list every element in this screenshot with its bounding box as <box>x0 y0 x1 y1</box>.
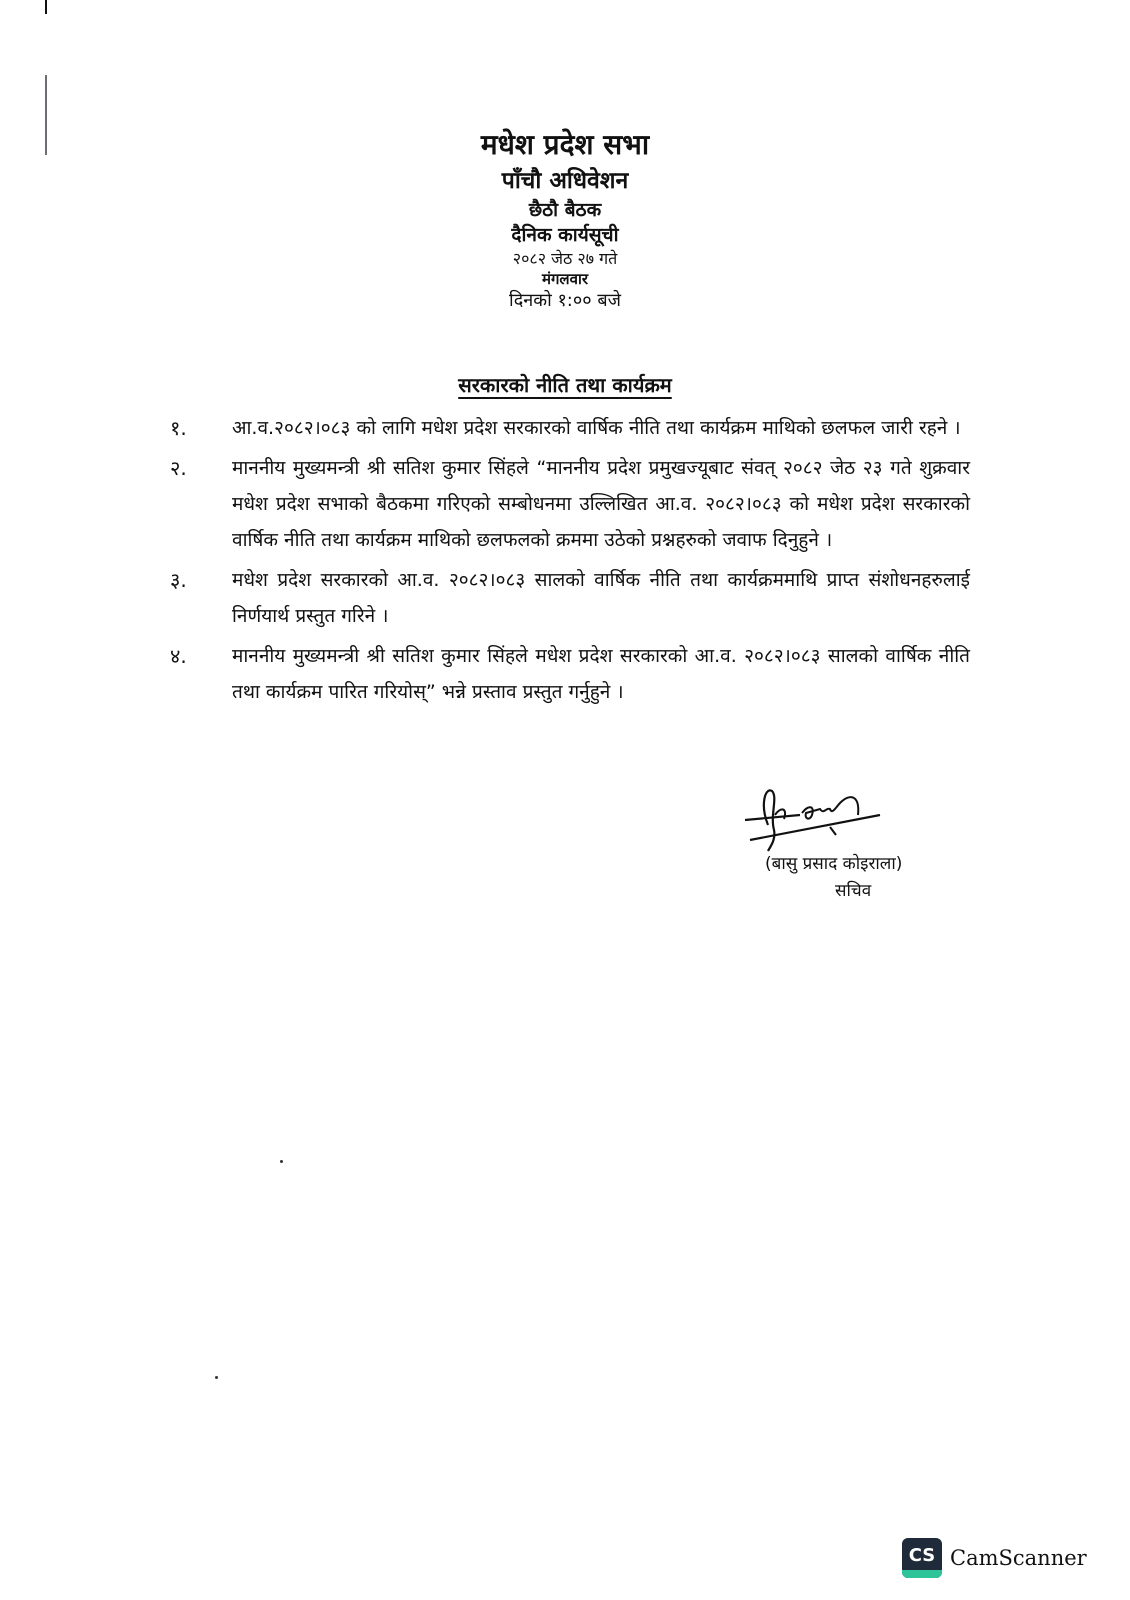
item-text: मधेश प्रदेश सरकारको आ.व. २०८२।०८३ सालको वार्षिक नीति तथा कार्यक्रममाथि प्राप्त संशोधनहरुलाई निर्णयार्थ प्रस्तुत गरिने । <box>232 569 970 627</box>
signature-block <box>735 785 975 901</box>
handwritten-signature-icon <box>740 785 900 855</box>
scan-edge-mark <box>45 0 47 14</box>
item-number: २. <box>170 456 187 480</box>
item-text: माननीय मुख्यमन्त्री श्री सतिश कुमार सिंहले मधेश प्रदेश सरकारको आ.व. २०८२।०८३ सालको वार्षिक नीति तथा कार्यक्रम पारित गरियोस्” भन्ने प्रस्ताव प्रस्तुत गर्नुहुने । <box>232 645 970 703</box>
session-label: पाँचौ अधिवेशन <box>501 167 629 194</box>
camscanner-logo-icon <box>902 1538 942 1578</box>
meeting-time: दिनको १:०० बजे <box>509 289 621 311</box>
camscanner-brand: CamScanner <box>950 1546 1087 1570</box>
agenda-item <box>170 562 970 634</box>
item-text: आ.व.२०८२।०८३ को लागि मधेश प्रदेश सरकारको वार्षिक नीति तथा कार्यक्रम माथिको छलफल जारी रहने । <box>232 417 961 439</box>
section-heading <box>0 371 1130 398</box>
document-header <box>0 128 1130 312</box>
scan-speck <box>215 1376 218 1379</box>
agenda-item <box>170 410 970 446</box>
agenda-item <box>170 450 970 558</box>
signer-title: सचिव <box>835 881 872 901</box>
item-text: माननीय मुख्यमन्त्री श्री सतिश कुमार सिंहले “माननीय प्रदेश प्रमुखज्यूबाट संवत् २०८२ जेठ २३ गते शुक्रवार मधेश प्रदेश सभाको बैठकमा गरिएको सम्बोधनमा उल्लिखित आ.व. २०८२।०८३ को मधेश प्रदेश सरकारको वार्षिक नीति तथा कार्यक्रम माथिको छलफलको क्रममा उठेको प्रश्नहरुको जवाफ दिनुहुने । <box>232 457 970 551</box>
signer-name: (बासु प्रसाद कोइराला) <box>765 854 903 874</box>
agenda-list <box>170 410 970 714</box>
item-number: ४. <box>170 644 187 668</box>
agenda-item <box>170 638 970 710</box>
meeting-date: २०८२ जेठ २७ गते <box>512 248 618 268</box>
camscanner-watermark <box>902 1538 1087 1578</box>
scan-speck <box>280 1160 283 1163</box>
item-number: १. <box>170 416 187 440</box>
meeting-label: छैठौ बैठक <box>528 199 602 222</box>
section-heading-text: सरकारको नीति तथा कार्यक्रम <box>458 373 672 397</box>
meeting-day: मंगलवार <box>542 269 588 288</box>
agenda-label: दैनिक कार्यसूची <box>511 223 619 246</box>
item-number: ३. <box>170 568 187 592</box>
assembly-title: मधेश प्रदेश सभा <box>480 128 650 161</box>
camscanner-logo-text: CS <box>908 1544 936 1566</box>
